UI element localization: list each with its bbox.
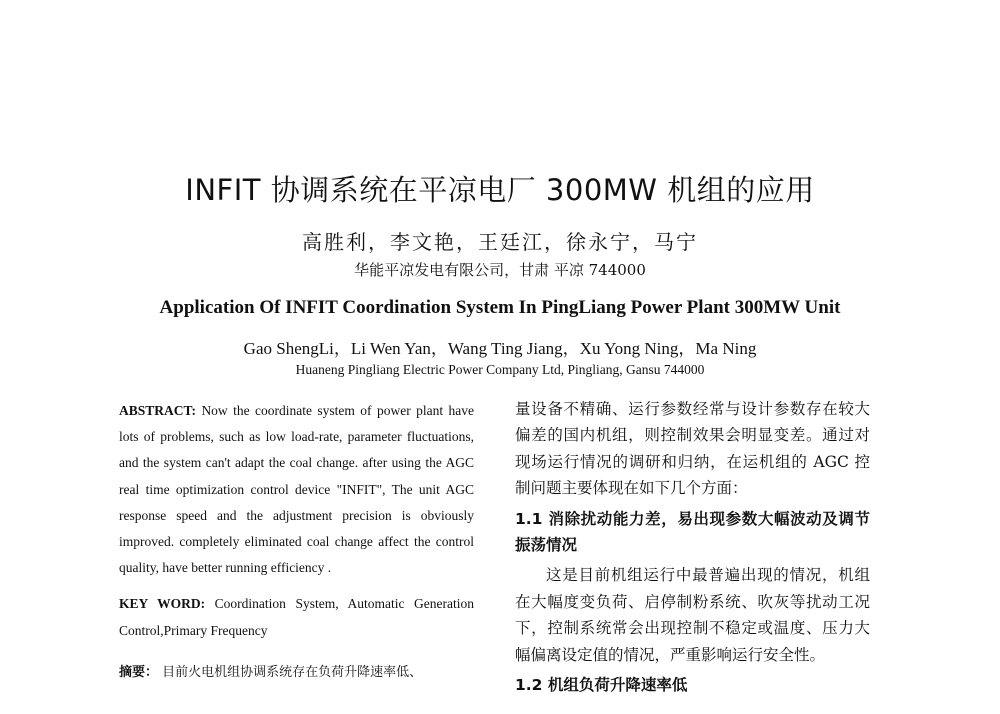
paper-title-en: Application Of INFIT Coordination System In PingLiang Power Plant 300MW Unit <box>159 297 841 318</box>
abstract-cn <box>119 660 474 686</box>
affiliation-cn: 华能平凉发电有限公司，甘肃 平凉 744000 <box>354 261 646 279</box>
authors-cn: 高胜利，李文艳，王廷江，徐永宁，马宁 <box>302 230 698 254</box>
cn-abstract-label: 摘要： <box>119 664 159 680</box>
keyword-label: KEY WORD: <box>119 596 206 612</box>
right-paragraph-2: 这是目前机组运行中最普遍出现的情况，机组在大幅度变负荷、启停制粉系统、吹灰等扰动工况下，控制系统常会出现控制不稳定或温度、压力大幅偏离设定值的情况，严重影响运行安全性。 <box>515 566 870 664</box>
left-column <box>119 398 474 686</box>
right-paragraph-1: 量设备不精确、运行参数经常与设计参数存在较大偏差的国内机组，则控制效果会明显变差。通过对现场运行情况的调研和归纳，在运机组的 AGC 控制问题主要体现在如下几个方面： <box>515 400 870 498</box>
cn-abstract-text: 目前火电机组协调系统存在负荷升降速率低、 <box>162 664 423 680</box>
keyword-text: Coordination System, Automatic Generation Control,Primary Frequency <box>119 596 474 638</box>
right-column <box>515 396 870 702</box>
authors-en: Gao ShengLi，Li Wen Yan，Wang Ting Jiang，Xu Yong Ning，Ma Ning <box>243 339 757 358</box>
abstract-en <box>119 398 474 581</box>
abstract-label: ABSTRACT: <box>119 403 197 418</box>
section-heading-1-1: 1.1 消除扰动能力差，易出现参数大幅波动及调节振荡情况 <box>515 509 870 555</box>
section-heading-1-2: 1.2 机组负荷升降速率低 <box>515 676 688 695</box>
affiliation-en: Huaneng Pingliang Electric Power Company Ltd, Pingliang, Gansu 744000 <box>295 362 705 377</box>
abstract-text: Now the coordinate system of power plant have lots of problems, such as low load-rate, parameter fluctuations, and the system can't adapt the coal change. after using the AGC real time optimization control device "INFIT", The unit AGC response speed and the adjustment precision is obviously improved. completely eliminated coal change affect the control quality, have better running efficiency . <box>119 403 474 576</box>
keywords-en <box>119 591 474 643</box>
paper-title-cn: INFIT 协调系统在平凉电厂 300MW 机组的应用 <box>185 173 815 207</box>
